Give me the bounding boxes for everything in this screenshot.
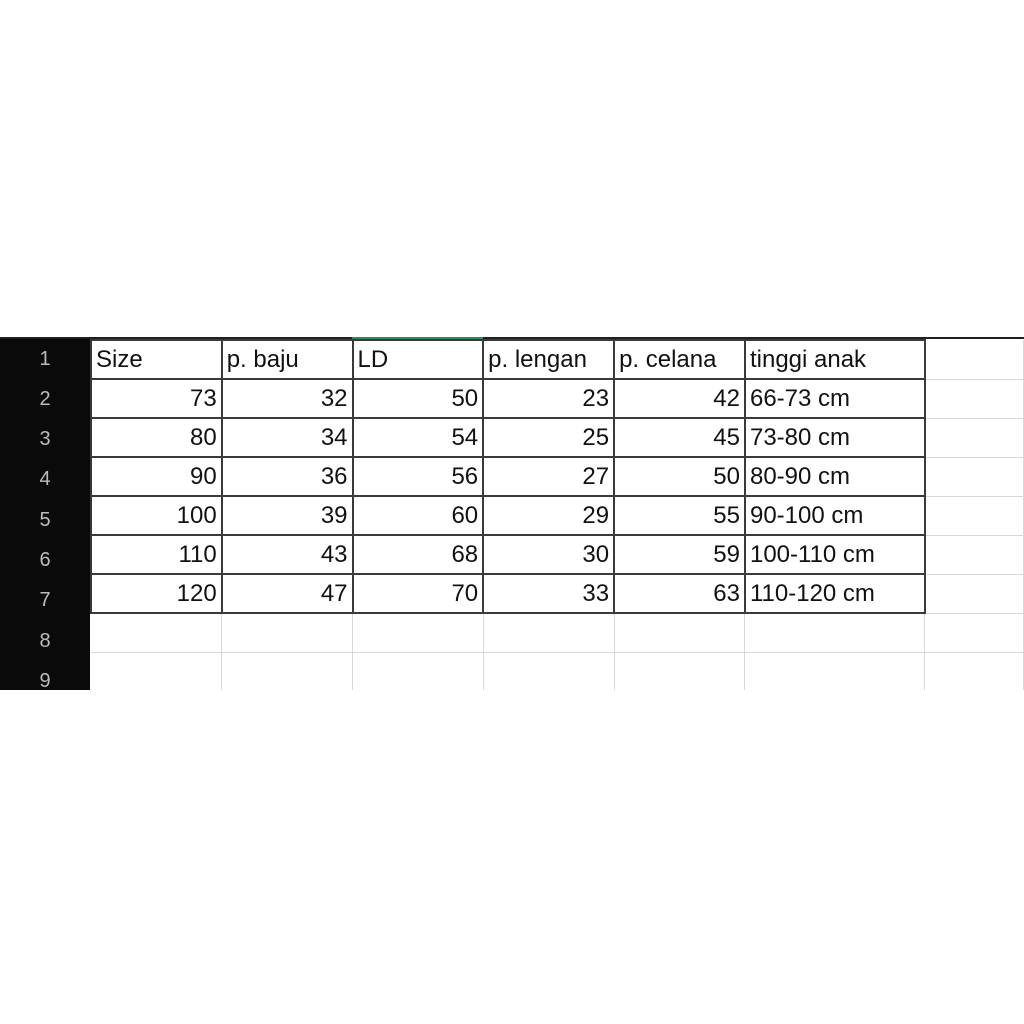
header-cell-p-lengan[interactable]: p. lengan [483,340,614,379]
empty-cell[interactable] [745,613,925,652]
header-cell-tinggi-anak[interactable]: tinggi anak [745,340,925,379]
empty-cell[interactable] [91,613,222,652]
cell[interactable]: 39 [222,496,353,535]
cell[interactable]: 30 [483,535,614,574]
cell[interactable]: 36 [222,457,353,496]
cell[interactable]: 25 [483,418,614,457]
row-header-3[interactable]: 3 [39,428,51,450]
table-row [91,379,1024,418]
empty-cell[interactable] [353,652,484,690]
cell[interactable]: 110-120 cm [745,574,925,613]
empty-cell[interactable] [614,613,745,652]
cell[interactable]: 50 [353,379,484,418]
row-header-9[interactable]: 9 [39,670,51,690]
cell[interactable]: 47 [222,574,353,613]
empty-cell[interactable] [483,613,614,652]
cell[interactable]: 73-80 cm [745,418,925,457]
empty-cell[interactable] [91,652,222,690]
header-cell-ld[interactable]: LD [353,340,484,379]
cell[interactable]: 43 [222,535,353,574]
cell[interactable]: 29 [483,496,614,535]
cell[interactable]: 42 [614,379,745,418]
cell[interactable]: 59 [614,535,745,574]
cell[interactable]: 110 [91,535,222,574]
empty-cell[interactable] [222,652,353,690]
row-header-strip [0,339,90,690]
cell[interactable]: 27 [483,457,614,496]
cell[interactable]: 33 [483,574,614,613]
spreadsheet-view [0,337,1024,690]
empty-cell[interactable] [353,613,484,652]
cell[interactable]: 80-90 cm [745,457,925,496]
table-row [91,574,1024,613]
table-row [91,535,1024,574]
empty-cell[interactable] [745,652,925,690]
row-header-4[interactable]: 4 [39,468,51,490]
table-row [91,418,1024,457]
cell[interactable]: 66-73 cm [745,379,925,418]
empty-cell[interactable] [925,613,1024,652]
empty-cell[interactable] [483,652,614,690]
header-cell-size[interactable]: Size [91,340,222,379]
row-header-5[interactable]: 5 [39,509,51,531]
cell[interactable]: 56 [353,457,484,496]
cell[interactable]: 54 [353,418,484,457]
cell[interactable]: 70 [353,574,484,613]
cell[interactable]: 45 [614,418,745,457]
row-header-7[interactable]: 7 [39,589,51,611]
cell[interactable]: 32 [222,379,353,418]
empty-cell[interactable] [925,340,1024,379]
cell[interactable]: 100 [91,496,222,535]
cell[interactable]: 100-110 cm [745,535,925,574]
cell[interactable]: 90-100 cm [745,496,925,535]
empty-cell[interactable] [925,574,1024,613]
cell-grid [90,339,1024,690]
table-row [91,613,1024,652]
cell[interactable]: 34 [222,418,353,457]
cell[interactable]: 63 [614,574,745,613]
cell[interactable]: 55 [614,496,745,535]
empty-cell[interactable] [925,418,1024,457]
cell[interactable]: 80 [91,418,222,457]
empty-cell[interactable] [925,496,1024,535]
cell[interactable]: 68 [353,535,484,574]
cell[interactable]: 50 [614,457,745,496]
empty-cell[interactable] [614,652,745,690]
empty-cell[interactable] [222,613,353,652]
header-cell-p-baju[interactable]: p. baju [222,340,353,379]
table-row [91,652,1024,690]
row-header-6[interactable]: 6 [39,549,51,571]
row-header-1[interactable]: 1 [39,348,51,370]
cell[interactable]: 73 [91,379,222,418]
cell[interactable]: 120 [91,574,222,613]
empty-cell[interactable] [925,457,1024,496]
empty-cell[interactable] [925,535,1024,574]
table-header-row [91,340,1024,379]
table-row [91,496,1024,535]
table-row [91,457,1024,496]
cell[interactable]: 60 [353,496,484,535]
cell[interactable]: 90 [91,457,222,496]
empty-cell[interactable] [925,652,1024,690]
row-header-8[interactable]: 8 [39,630,51,652]
row-header-2[interactable]: 2 [39,388,51,410]
size-chart-table [90,339,1024,690]
header-cell-p-celana[interactable]: p. celana [614,340,745,379]
cell[interactable]: 23 [483,379,614,418]
empty-cell[interactable] [925,379,1024,418]
